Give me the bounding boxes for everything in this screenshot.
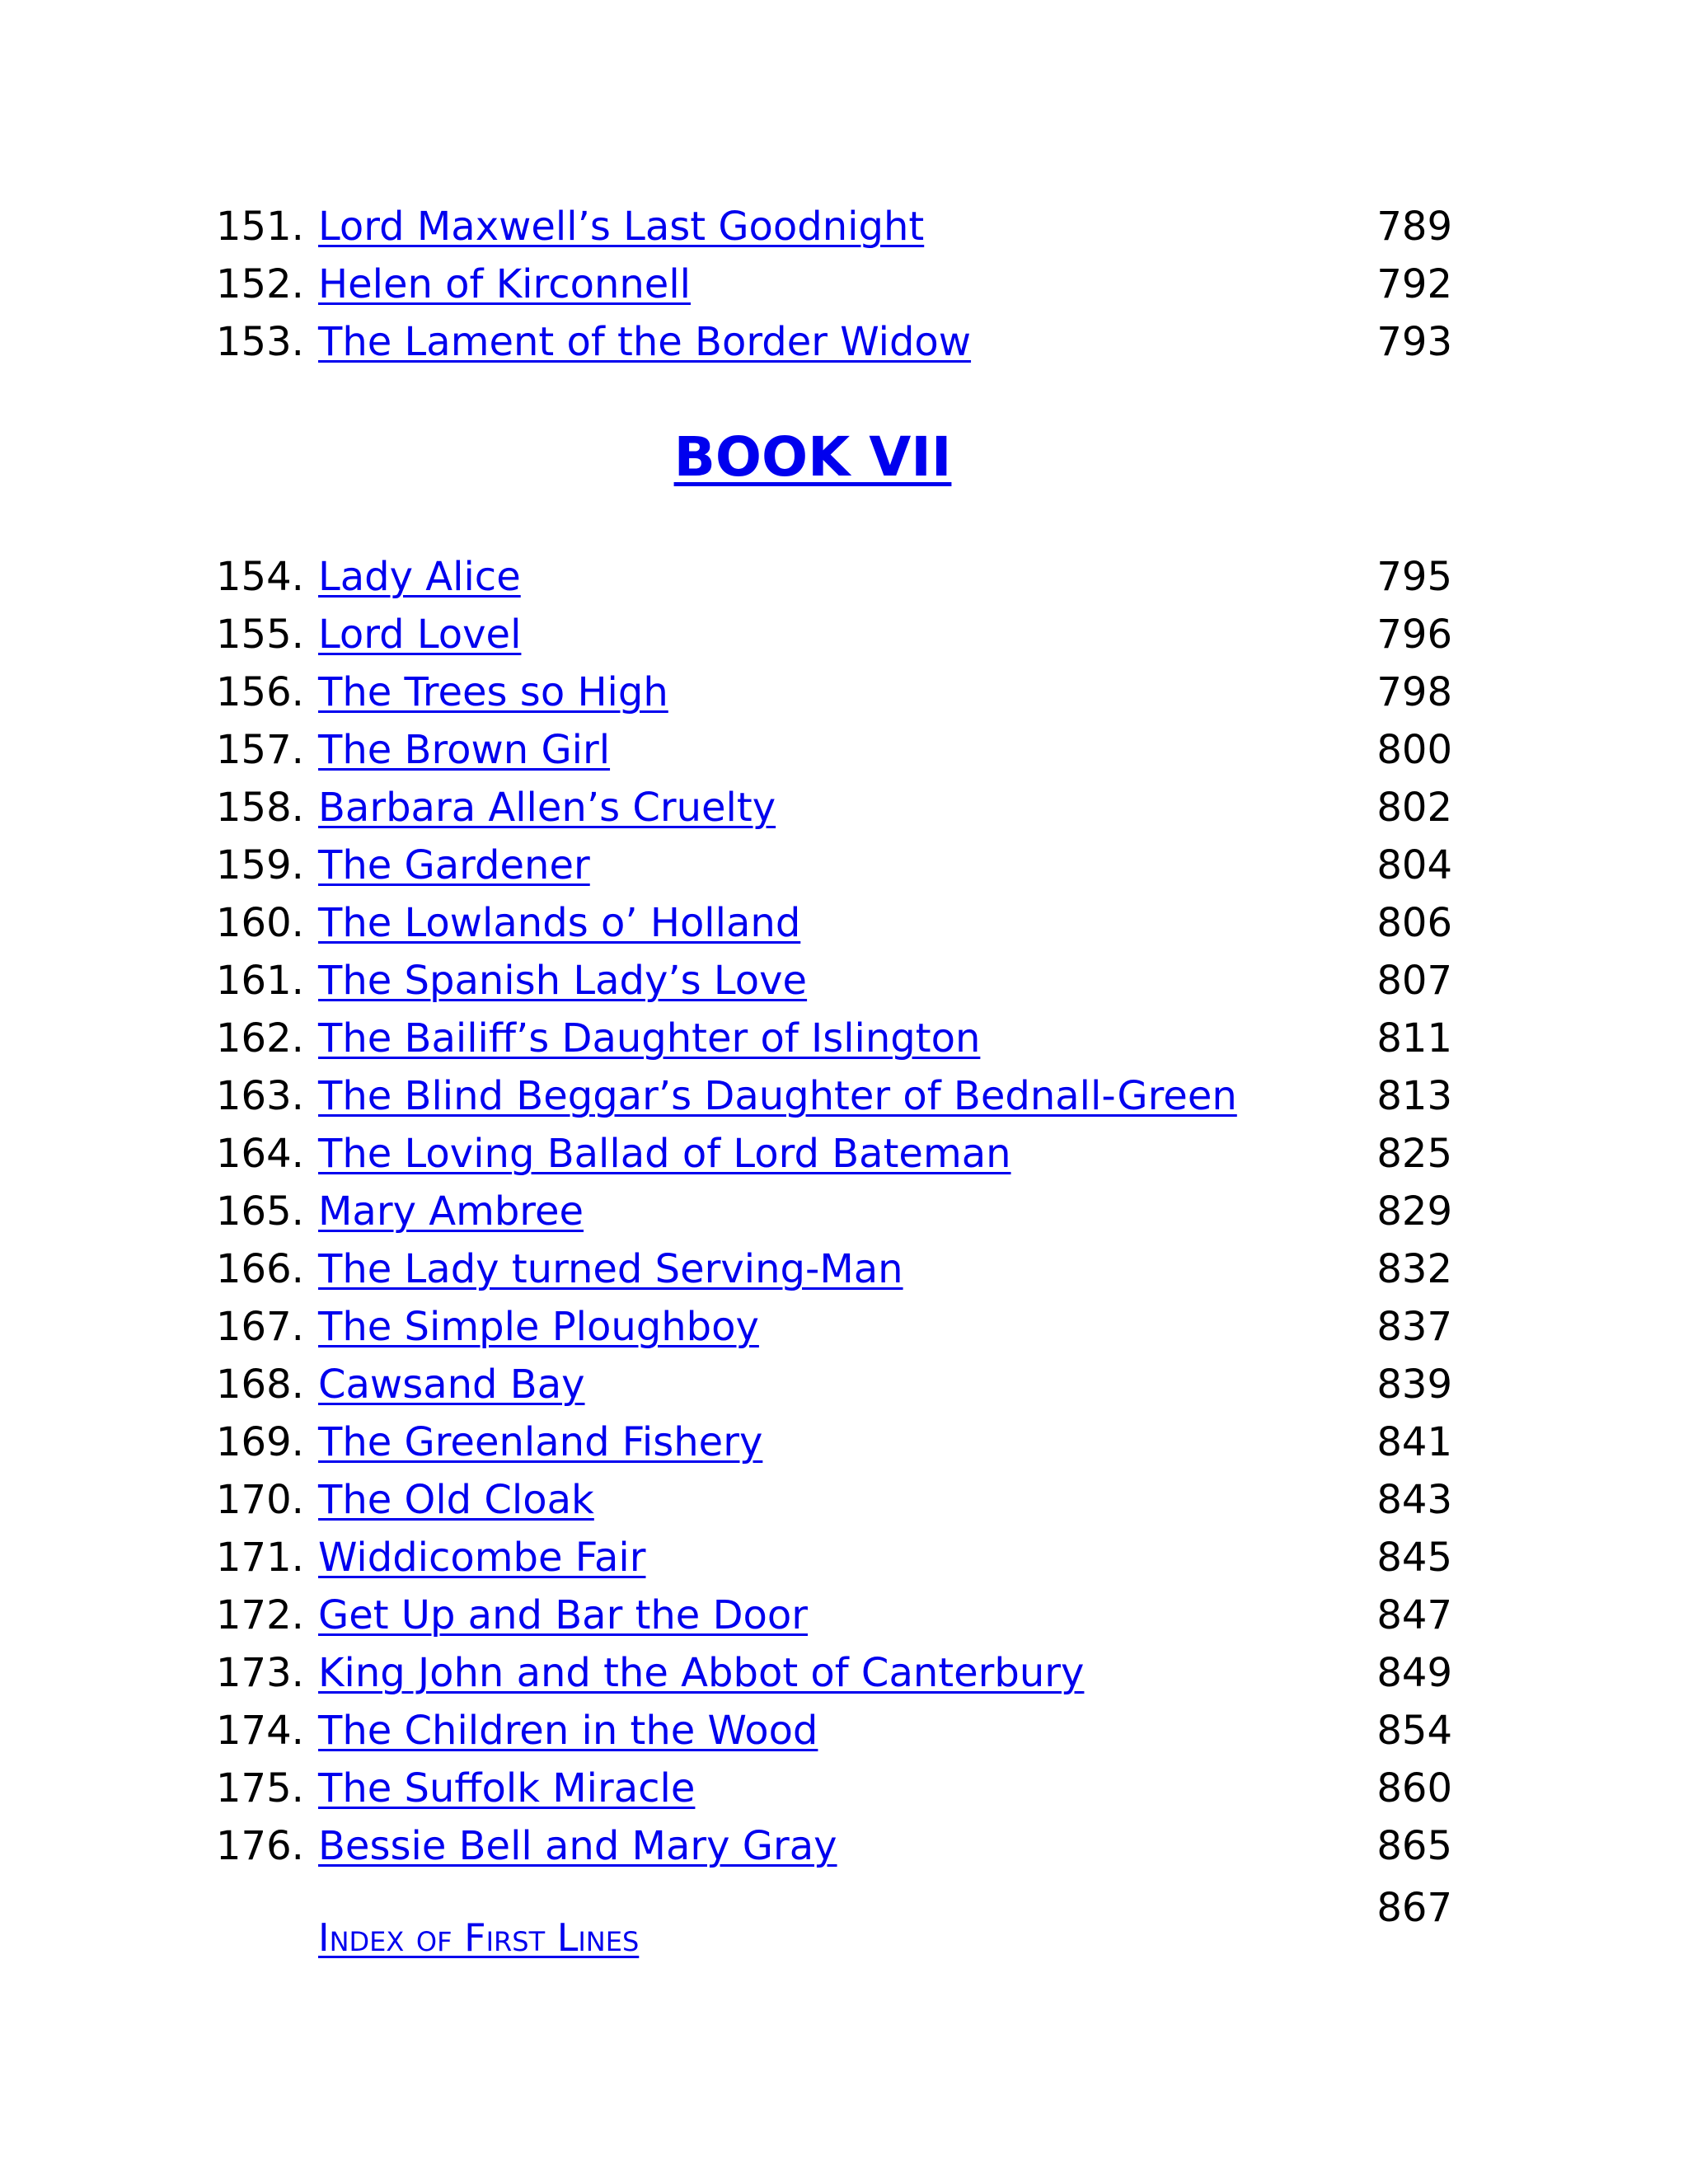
toc-entry bbox=[216, 1183, 1452, 1240]
entry-number: 173. bbox=[216, 1650, 304, 1696]
entry-title-link[interactable]: Cawsand Bay bbox=[318, 1361, 585, 1408]
entry-number: 161. bbox=[216, 958, 304, 1004]
entry-number: 164. bbox=[216, 1131, 304, 1177]
entry-title-link[interactable]: Lord Lovel bbox=[318, 612, 522, 658]
entry-number: 167. bbox=[216, 1304, 304, 1350]
toc-entry bbox=[216, 1125, 1452, 1183]
entry-page-number: 793 bbox=[1376, 319, 1452, 365]
toc-entry bbox=[216, 548, 1452, 606]
entry-page-number: 845 bbox=[1376, 1535, 1452, 1581]
entry-number: 175. bbox=[216, 1765, 304, 1811]
entry-title-link[interactable]: The Spanish Lady’s Love bbox=[318, 958, 808, 1004]
entry-page-number: 843 bbox=[1376, 1477, 1452, 1523]
entry-number: 155. bbox=[216, 612, 304, 658]
entry-number: 152. bbox=[216, 261, 304, 307]
book-heading-link[interactable]: BOOK VII bbox=[673, 425, 952, 489]
entry-page-number: 839 bbox=[1376, 1361, 1452, 1408]
entry-page-number: 832 bbox=[1376, 1246, 1452, 1292]
entry-title-link[interactable]: The Suffolk Miracle bbox=[318, 1765, 696, 1811]
entry-page-number: 800 bbox=[1376, 727, 1452, 773]
toc-entry bbox=[216, 837, 1452, 894]
entry-number: 151. bbox=[216, 204, 304, 250]
entry-title-link[interactable]: The Simple Ploughboy bbox=[318, 1304, 759, 1350]
entry-page-number: 825 bbox=[1376, 1131, 1452, 1177]
entry-title-link[interactable]: Bessie Bell and Mary Gray bbox=[318, 1823, 837, 1869]
toc-entry bbox=[216, 1644, 1452, 1702]
index-page-number: 867 bbox=[1376, 1885, 1452, 1931]
entry-number: 165. bbox=[216, 1188, 304, 1235]
entry-page-number: 829 bbox=[1376, 1188, 1452, 1235]
entry-page-number: 795 bbox=[1376, 554, 1452, 600]
toc-entry bbox=[216, 779, 1452, 837]
toc-entry bbox=[216, 198, 1452, 255]
entry-number: 154. bbox=[216, 554, 304, 600]
toc-entry bbox=[216, 894, 1452, 952]
toc-list-book-vii bbox=[216, 548, 1452, 1875]
entry-number: 160. bbox=[216, 900, 304, 946]
entry-page-number: 854 bbox=[1376, 1708, 1452, 1754]
entry-title-link[interactable]: The Lowlands o’ Holland bbox=[318, 900, 801, 946]
entry-title-link[interactable]: Helen of Kirconnell bbox=[318, 261, 691, 307]
entry-number: 153. bbox=[216, 319, 304, 365]
index-entry bbox=[216, 1879, 1452, 1970]
entry-title-link[interactable]: The Greenland Fishery bbox=[318, 1419, 763, 1465]
entry-number: 156. bbox=[216, 669, 304, 715]
toc-entry bbox=[216, 1356, 1452, 1413]
entry-number: 168. bbox=[216, 1361, 304, 1408]
entry-title-link[interactable]: The Old Cloak bbox=[318, 1477, 594, 1523]
entry-page-number: 865 bbox=[1376, 1823, 1452, 1869]
toc-entry bbox=[216, 952, 1452, 1010]
entry-page-number: 837 bbox=[1376, 1304, 1452, 1350]
entry-title-link[interactable]: The Gardener bbox=[318, 842, 590, 888]
entry-title-link[interactable]: The Lament of the Border Widow bbox=[318, 319, 972, 365]
entry-page-number: 796 bbox=[1376, 612, 1452, 658]
entry-title-link[interactable]: Get Up and Bar the Door bbox=[318, 1592, 809, 1638]
toc-entry bbox=[216, 606, 1452, 663]
entry-title-link[interactable]: The Blind Beggar’s Daughter of Bednall-Green bbox=[318, 1073, 1237, 1119]
toc-entry bbox=[216, 1298, 1452, 1356]
entry-title-link[interactable]: The Trees so High bbox=[318, 669, 668, 715]
toc-entry bbox=[216, 1702, 1452, 1760]
entry-title-link[interactable]: The Loving Ballad of Lord Bateman bbox=[318, 1131, 1011, 1177]
entry-number: 163. bbox=[216, 1073, 304, 1119]
entry-page-number: 847 bbox=[1376, 1592, 1452, 1638]
entry-title-link[interactable]: Mary Ambree bbox=[318, 1188, 584, 1235]
entry-title-link[interactable]: The Bailiff’s Daughter of Islington bbox=[318, 1015, 981, 1062]
entry-page-number: 789 bbox=[1376, 204, 1452, 250]
entry-page-number: 806 bbox=[1376, 900, 1452, 946]
entry-number: 166. bbox=[216, 1246, 304, 1292]
book-heading bbox=[0, 424, 1688, 490]
toc-entry bbox=[216, 1817, 1452, 1875]
entry-title-link[interactable]: Lord Maxwell’s Last Goodnight bbox=[318, 204, 925, 250]
entry-page-number: 849 bbox=[1376, 1650, 1452, 1696]
entry-number: 172. bbox=[216, 1592, 304, 1638]
entry-page-number: 813 bbox=[1376, 1073, 1452, 1119]
entry-number: 171. bbox=[216, 1535, 304, 1581]
entry-number: 159. bbox=[216, 842, 304, 888]
toc-entry bbox=[216, 1067, 1452, 1125]
entry-title-link[interactable]: Lady Alice bbox=[318, 554, 521, 600]
toc-entry bbox=[216, 663, 1452, 721]
entry-page-number: 841 bbox=[1376, 1419, 1452, 1465]
toc-entry bbox=[216, 1010, 1452, 1067]
entry-title-link[interactable]: Widdicombe Fair bbox=[318, 1535, 646, 1581]
entry-number: 162. bbox=[216, 1015, 304, 1062]
entry-number: 158. bbox=[216, 785, 304, 831]
entry-page-number: 860 bbox=[1376, 1765, 1452, 1811]
entry-number: 170. bbox=[216, 1477, 304, 1523]
entry-title-link[interactable]: The Lady turned Serving-Man bbox=[318, 1246, 903, 1292]
entry-page-number: 811 bbox=[1376, 1015, 1452, 1062]
entry-number: 157. bbox=[216, 727, 304, 773]
toc-entry bbox=[216, 1586, 1452, 1644]
toc-entry bbox=[216, 1529, 1452, 1586]
toc-entry bbox=[216, 1760, 1452, 1817]
entry-title-link[interactable]: King John and the Abbot of Canterbury bbox=[318, 1650, 1085, 1696]
toc-entry bbox=[216, 1413, 1452, 1471]
toc-entry bbox=[216, 721, 1452, 779]
entry-page-number: 804 bbox=[1376, 842, 1452, 888]
entry-title-link[interactable]: Barbara Allen’s Cruelty bbox=[318, 785, 776, 831]
entry-page-number: 792 bbox=[1376, 261, 1452, 307]
entry-page-number: 802 bbox=[1376, 785, 1452, 831]
entry-title-link[interactable]: The Children in the Wood bbox=[318, 1708, 818, 1754]
entry-page-number: 807 bbox=[1376, 958, 1452, 1004]
toc-entry bbox=[216, 1471, 1452, 1529]
index-of-first-lines-link[interactable]: Index of First Lines bbox=[318, 1915, 640, 1960]
entry-title-link[interactable]: The Brown Girl bbox=[318, 727, 611, 773]
toc-entry bbox=[216, 313, 1452, 371]
entry-number: 176. bbox=[216, 1823, 304, 1869]
entry-page-number: 798 bbox=[1376, 669, 1452, 715]
toc-entry bbox=[216, 255, 1452, 313]
toc-entry bbox=[216, 1240, 1452, 1298]
entry-number: 174. bbox=[216, 1708, 304, 1754]
entry-number: 169. bbox=[216, 1419, 304, 1465]
toc-list-top bbox=[216, 198, 1452, 371]
